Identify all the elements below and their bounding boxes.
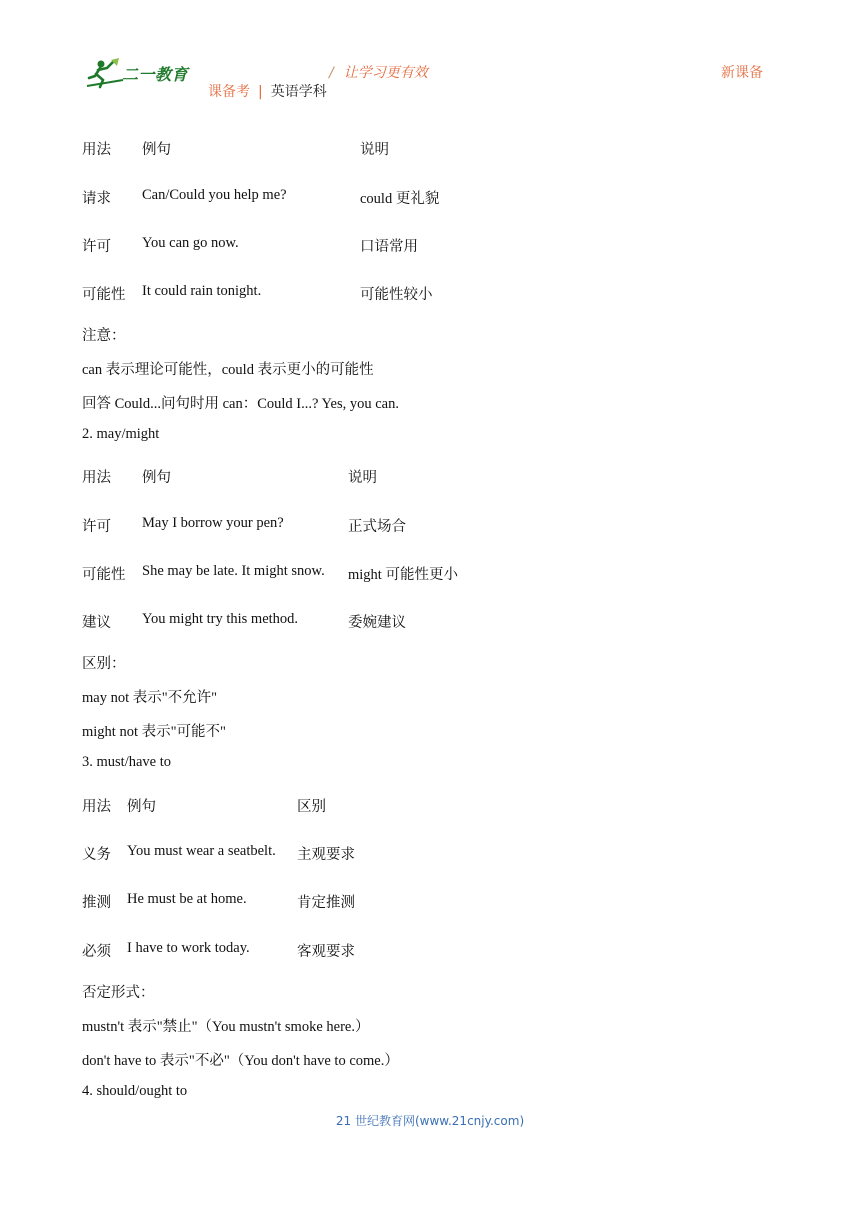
table-cell: 可能性 xyxy=(82,567,126,583)
page-footer: 21 世纪教育网(www.21cnjy.com) xyxy=(335,1114,525,1128)
table-cell: 主观要求 xyxy=(297,847,355,863)
slogan xyxy=(329,62,428,82)
table-cell: 建议 xyxy=(82,615,111,631)
note-line: might not 表示"可能不" xyxy=(82,724,226,740)
table-cell: Can/Could you help me? xyxy=(142,187,287,203)
note-line: can 表示理论可能性，could 表示更小的可能性 xyxy=(82,362,374,378)
table-cell: 许可 xyxy=(82,519,111,535)
table-cell: She may be late. It might snow. xyxy=(142,563,325,579)
table-cell: He must be at home. xyxy=(127,891,247,907)
table-header-cell: 说明 xyxy=(360,142,389,158)
section-heading: 3. must/have to xyxy=(82,754,172,770)
table-cell: You might try this method. xyxy=(142,611,299,627)
table-cell: 正式场合 xyxy=(348,519,406,535)
notes-title: 否定形式： xyxy=(82,985,155,1001)
section-heading: 4. should/ought to xyxy=(82,1083,188,1099)
table-cell: I have to work today. xyxy=(127,940,250,956)
table-cell: 肯定推测 xyxy=(297,895,355,911)
table-header-cell: 区别 xyxy=(297,799,326,815)
table-header-cell: 例句 xyxy=(142,470,171,486)
table-cell: 可能性较小 xyxy=(360,287,433,303)
notes-title: 区别： xyxy=(82,656,126,672)
table-cell: 推测 xyxy=(82,895,111,911)
note-line: mustn't 表示"禁止"（You mustn't smoke here.） xyxy=(82,1019,370,1035)
subject-prefix: 课备考 xyxy=(208,84,250,100)
table-cell: It could rain tonight. xyxy=(142,283,262,299)
table-cell: May I borrow your pen? xyxy=(142,515,284,531)
subject-name: 英语学科 xyxy=(270,84,327,100)
slogan-text: 让学习更有效 xyxy=(343,65,428,81)
section-heading: 2. may/might xyxy=(82,426,160,442)
table-cell: You must wear a seatbelt. xyxy=(127,843,276,859)
table-cell: 请求 xyxy=(82,191,111,207)
table-header-cell: 用法 xyxy=(82,142,111,158)
header-right-tag: 新课备 xyxy=(721,65,763,81)
logo-text: 二一教育 xyxy=(122,65,189,84)
page-header xyxy=(0,0,860,110)
table-header-cell: 例句 xyxy=(142,142,171,158)
table-cell: could 更礼貌 xyxy=(360,191,440,207)
table-header-cell: 例句 xyxy=(127,799,156,815)
note-line: may not 表示"不允许" xyxy=(82,690,218,706)
table-cell: 必须 xyxy=(82,944,111,960)
table-header-cell: 用法 xyxy=(82,470,111,486)
table-cell: might 可能性更小 xyxy=(348,567,458,583)
table-cell: You can go now. xyxy=(142,235,239,251)
table-cell: 口语常用 xyxy=(360,239,418,255)
notes-title: 注意： xyxy=(82,328,126,344)
note-line: don't have to 表示"不必"（You don't have to come.） xyxy=(82,1053,399,1069)
table-header-cell: 说明 xyxy=(348,470,377,486)
table-cell: 客观要求 xyxy=(297,944,355,960)
slogan-slash: / xyxy=(329,65,334,81)
table-cell: 可能性 xyxy=(82,287,126,303)
table-header-cell: 用法 xyxy=(82,799,111,815)
note-line: 回答 Could...问句时用 can：Could I...? Yes, you can. xyxy=(82,396,399,412)
table-cell: 许可 xyxy=(82,239,111,255)
table-cell: 义务 xyxy=(82,847,111,863)
table-cell: 委婉建议 xyxy=(348,615,406,631)
subject-separator: | xyxy=(258,84,263,100)
subject-line xyxy=(208,81,327,101)
